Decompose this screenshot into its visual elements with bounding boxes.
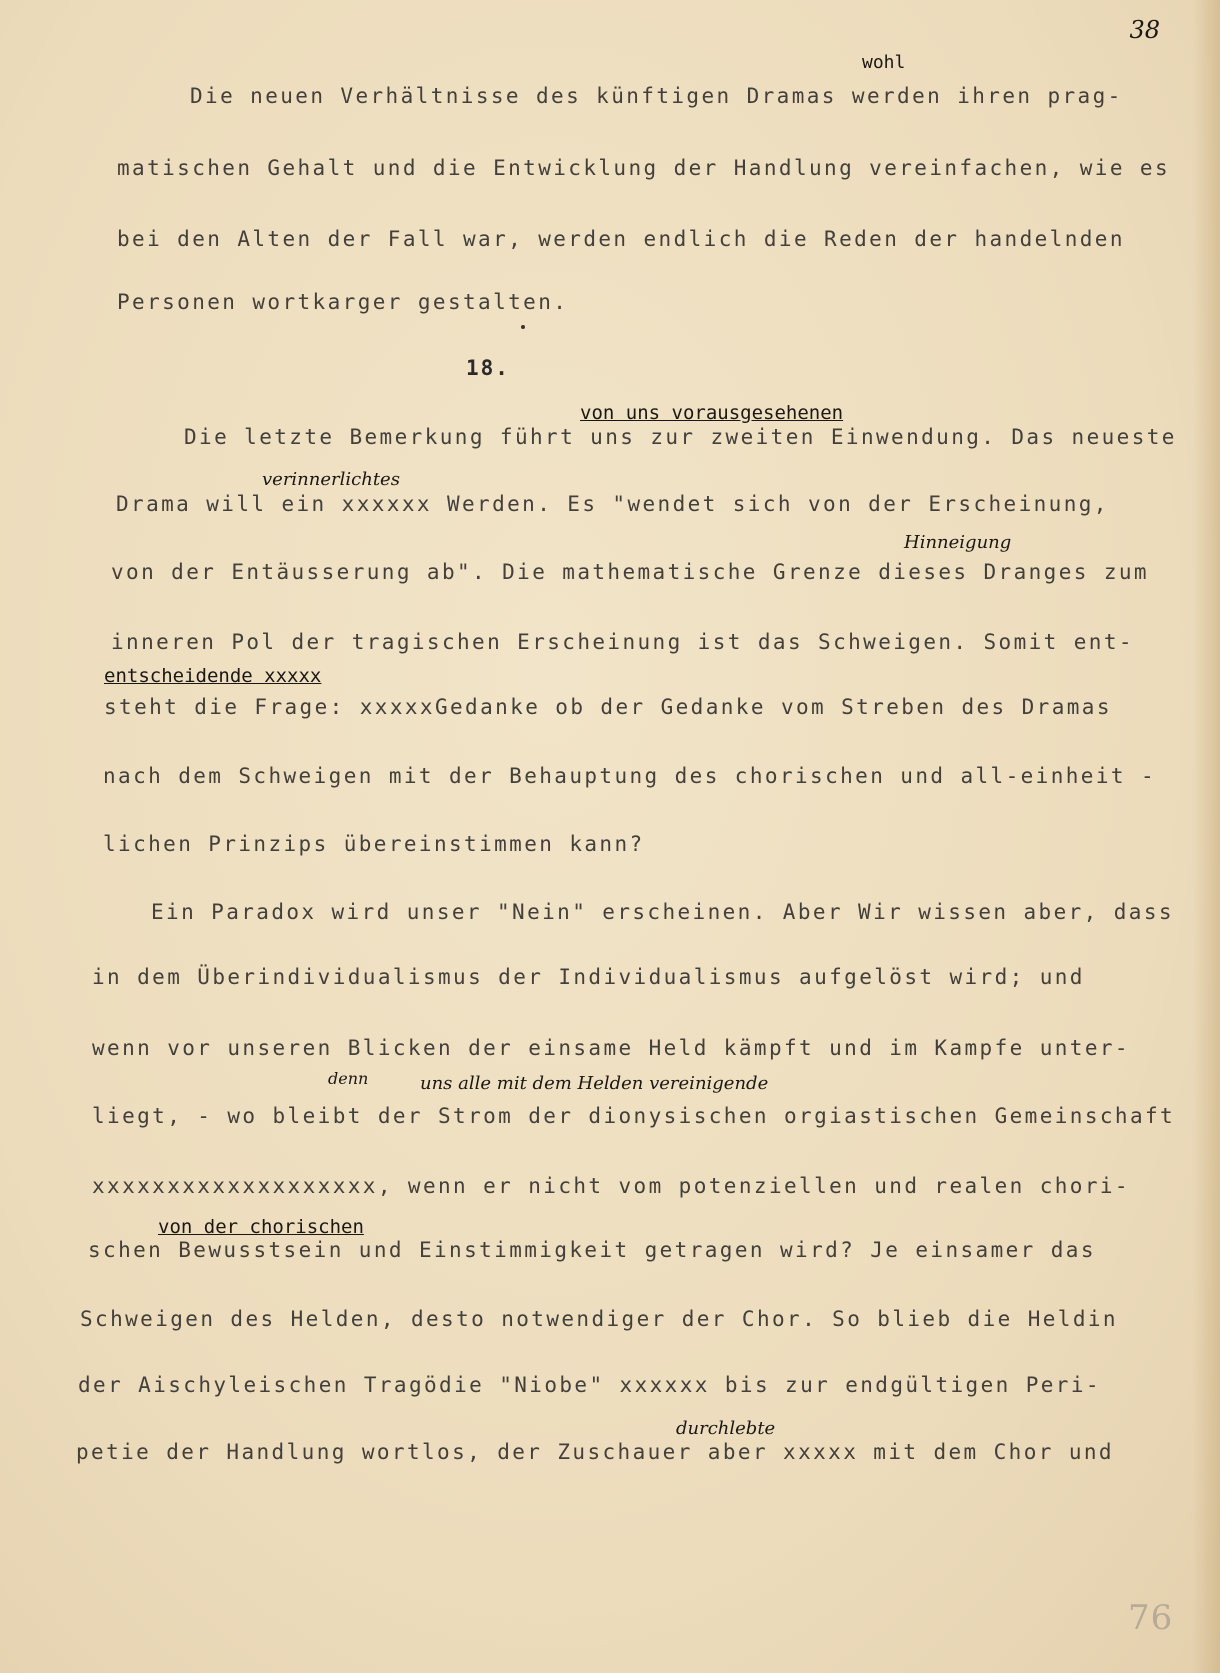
insertion-wohl: wohl	[862, 52, 906, 73]
ink-dot	[521, 325, 525, 329]
text-line: petie der Handlung wortlos, der Zuschauer aber xxxxx mit dem Chor und	[76, 1440, 1114, 1464]
text-line: Die neuen Verhältnisse des künftigen Dramas werden ihren prag-	[190, 84, 1123, 108]
section-number: 18.	[466, 356, 510, 380]
text-line: inneren Pol der tragischen Erscheinung ist das Schweigen. Somit ent-	[111, 630, 1134, 654]
text-line: liegt, - wo bleibt der Strom der dionysischen orgiastischen Gemeinschaft	[92, 1104, 1176, 1128]
insertion-durchlebte: durchlebte	[676, 1418, 776, 1439]
insertion-chorischen: von der chorischen	[158, 1216, 364, 1238]
folio-stamp: 76	[1128, 1598, 1174, 1638]
text-line: schen Bewusstsein und Einstimmigkeit getragen wird? Je einsamer das	[88, 1238, 1096, 1262]
text-line: steht die Frage: xxxxxGedanke ob der Gedanke vom Streben des Dramas	[104, 695, 1112, 719]
text-line: der Aischyleischen Tragödie "Niobe" xxxxxx bis zur endgültigen Peri-	[78, 1373, 1101, 1397]
insertion-vorausgesehen: von uns vorausgesehenen	[580, 402, 844, 424]
text-line: xxxxxxxxxxxxxxxxxxx, wenn er nicht vom potenziellen und realen chori-	[92, 1174, 1130, 1198]
insertion-entscheidende: entscheidende xxxxx	[104, 665, 322, 687]
text-line: nach dem Schweigen mit der Behauptung des chorischen und all-einheit -	[103, 764, 1157, 788]
insertion-hinneigung: Hinneigung	[904, 532, 1012, 553]
text-line: matischen Gehalt und die Entwicklung der Handlung vereinfachen, wie es	[117, 156, 1171, 180]
insertion-vereinigende: uns alle mit dem Helden vereinigende	[420, 1073, 769, 1094]
text-line: wenn vor unseren Blicken der einsame Held kämpft und im Kampfe unter-	[92, 1036, 1130, 1060]
text-line: Schweigen des Helden, desto notwendiger der Chor. So blieb die Heldin	[80, 1307, 1118, 1331]
text-line: Ein Paradox wird unser "Nein" erscheinen. Aber Wir wissen aber, dass	[151, 900, 1174, 924]
text-line: lichen Prinzips übereinstimmen kann?	[103, 832, 645, 856]
text-line: bei den Alten der Fall war, werden endlich die Reden der handelnden	[117, 227, 1125, 251]
text-line: Personen wortkarger gestalten.	[117, 290, 569, 314]
text-line: Drama will ein xxxxxx Werden. Es "wendet sich von der Erscheinung,	[116, 492, 1109, 516]
insertion-verinnerlichtes: verinnerlichtes	[262, 469, 400, 490]
page-number: 38	[1129, 16, 1160, 44]
insertion-denn: denn	[328, 1069, 369, 1088]
text-line: von der Entäusserung ab". Die mathematische Grenze dieses Dranges zum	[111, 560, 1149, 584]
text-line: Die letzte Bemerkung führt uns zur zweiten Einwendung. Das neueste	[184, 425, 1177, 449]
text-line: in dem Überindividualismus der Individualismus aufgelöst wird; und	[92, 965, 1085, 989]
